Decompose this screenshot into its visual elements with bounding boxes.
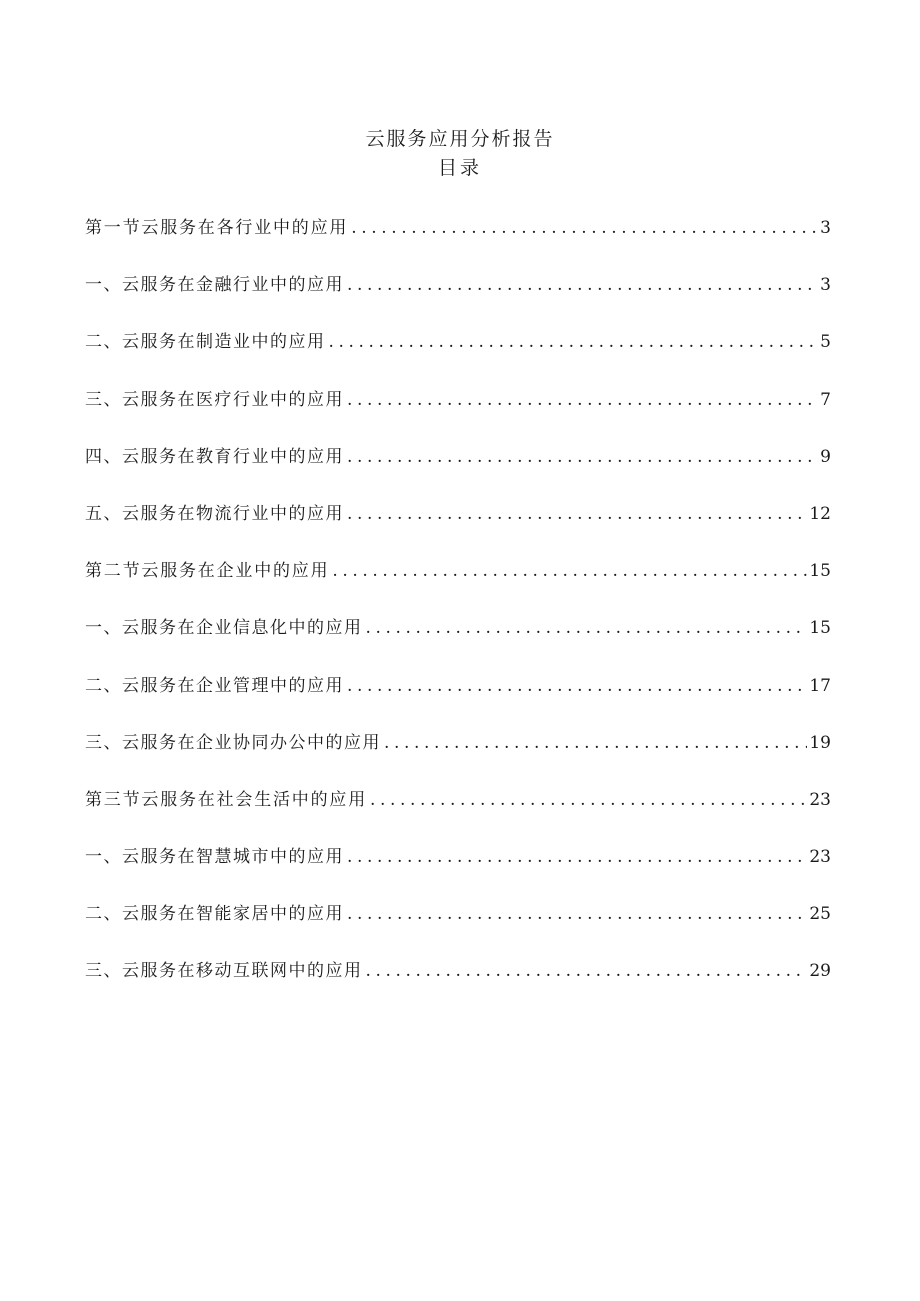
table-of-contents <box>85 213 831 1014</box>
toc-entry-page-number: 25 <box>809 904 831 925</box>
toc-entry-page-number: 23 <box>809 789 831 810</box>
document-title: 云服务应用分析报告 <box>365 128 555 150</box>
toc-entry-label: 三、云服务在医疗行业中的应用 <box>85 389 344 410</box>
toc-entry[interactable] <box>85 613 831 670</box>
toc-entry-section-1[interactable] <box>85 213 831 270</box>
toc-entry-page-number: 3 <box>820 218 831 238</box>
toc-entry-page-number: 3 <box>820 275 831 296</box>
toc-dot-leader <box>366 956 808 986</box>
toc-entry-page-number: 5 <box>820 332 831 353</box>
toc-dot-leader <box>347 899 807 929</box>
toc-dot-leader <box>366 613 808 643</box>
toc-dot-leader <box>347 385 818 415</box>
toc-entry-label: 第二节云服务在企业中的应用 <box>85 561 330 582</box>
toc-dot-leader <box>329 327 819 357</box>
toc-dot-leader <box>347 499 807 529</box>
toc-entry-label: 四、云服务在教育行业中的应用 <box>85 446 344 467</box>
toc-entry[interactable] <box>85 327 831 384</box>
toc-entry-label: 三、云服务在企业协同办公中的应用 <box>85 732 381 753</box>
toc-dot-leader <box>347 842 807 872</box>
toc-entry-page-number: 17 <box>809 675 831 696</box>
toc-dot-leader <box>351 213 818 243</box>
toc-entry[interactable] <box>85 899 831 956</box>
toc-entry[interactable] <box>85 270 831 327</box>
toc-dot-leader <box>370 785 807 815</box>
toc-entry-page-number: 23 <box>809 847 831 868</box>
toc-entry[interactable] <box>85 385 831 442</box>
toc-entry-section-2[interactable] <box>85 556 831 613</box>
toc-dot-leader <box>347 442 818 472</box>
toc-dot-leader <box>384 728 807 758</box>
toc-entry[interactable] <box>85 442 831 499</box>
toc-entry[interactable] <box>85 842 831 899</box>
toc-entry-label: 第一节云服务在各行业中的应用 <box>85 218 349 238</box>
toc-entry-section-3[interactable] <box>85 785 831 842</box>
toc-entry-page-number: 29 <box>809 961 831 982</box>
toc-entry-label: 一、云服务在金融行业中的应用 <box>85 275 344 296</box>
toc-entry-label: 一、云服务在企业信息化中的应用 <box>85 618 363 639</box>
toc-entry-label: 三、云服务在移动互联网中的应用 <box>85 961 363 982</box>
toc-entry-label: 五、云服务在物流行业中的应用 <box>85 503 344 524</box>
toc-entry-label: 二、云服务在制造业中的应用 <box>85 332 326 353</box>
toc-dot-leader <box>347 270 818 300</box>
toc-entry-label: 二、云服务在智能家居中的应用 <box>85 904 344 925</box>
toc-entry[interactable] <box>85 671 831 728</box>
toc-entry[interactable] <box>85 499 831 556</box>
toc-entry-label: 一、云服务在智慧城市中的应用 <box>85 847 344 868</box>
toc-entry-page-number: 19 <box>809 732 831 753</box>
toc-entry-page-number: 15 <box>809 561 831 582</box>
toc-entry-page-number: 15 <box>809 618 831 639</box>
toc-entry-label: 第三节云服务在社会生活中的应用 <box>85 789 367 810</box>
toc-heading: 目录 <box>437 157 482 179</box>
toc-dot-leader <box>347 671 807 701</box>
toc-entry-page-number: 7 <box>820 389 831 410</box>
toc-entry-label: 二、云服务在企业管理中的应用 <box>85 675 344 696</box>
toc-entry[interactable] <box>85 728 831 785</box>
toc-entry-page-number: 12 <box>809 503 831 524</box>
toc-entry-page-number: 9 <box>820 446 831 467</box>
toc-dot-leader <box>332 556 807 586</box>
toc-entry[interactable] <box>85 956 831 1013</box>
